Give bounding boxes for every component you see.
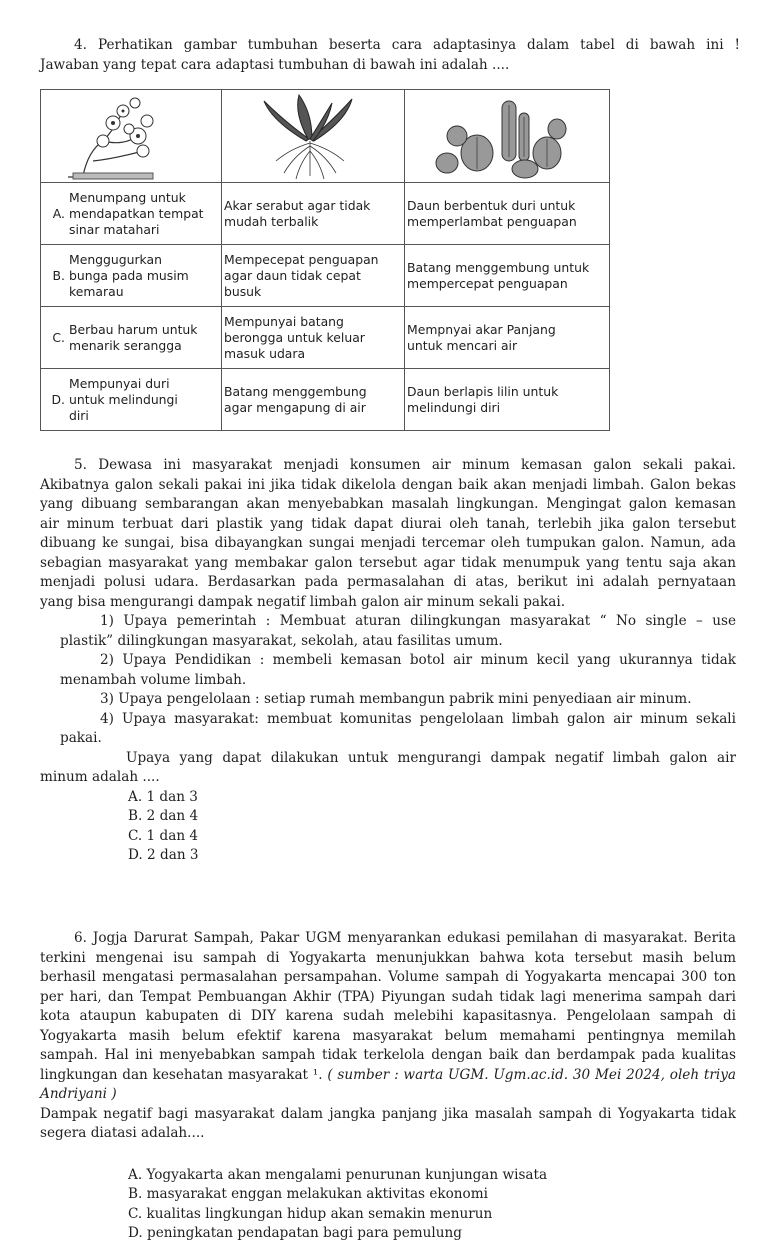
q6-choice-c[interactable]: C. kualitas lingkungan hidup akan semakin menurun <box>128 1205 493 1222</box>
q6-para-line: sampah. Hal ini menyebabkan sampah tidak terkelola dengan baik dan berdampak pada kualitas <box>40 1047 736 1063</box>
q6-block <box>40 929 736 1244</box>
adaptation-orchid: Mempunyai duri untuk melindungi diri <box>67 369 222 431</box>
q5-choice-d[interactable]: D. 2 dan 3 <box>128 847 199 863</box>
q5-statement-4-cont: pakai. <box>60 730 102 746</box>
q5-question: Upaya yang dapat dilakukan untuk mengurangi dampak negatif limbah galon air <box>126 749 736 766</box>
q5-statement-3: 3) Upaya pengelolaan : setiap rumah membangun pabrik mini penyediaan air minum. <box>100 691 692 707</box>
option-row-d[interactable] <box>41 369 610 431</box>
q5-para-line: menjadi polusi udara. Berdasarkan pada permasalahan di atas, berikut ini adalah pernyataan <box>40 574 736 590</box>
q6-para-line: per hari, dan Tempat Pembuangan Akhir (TPA) Piyungan sudah tidak lagi menerima sampah dari <box>40 988 736 1005</box>
orchid-illustration <box>43 91 213 181</box>
adaptation-cactus: Batang menggembung untuk mempercepat penguapan <box>405 245 610 307</box>
q5-choice-a[interactable]: A. 1 dan 3 <box>128 788 198 805</box>
q5-para-line: dibuang ke sungai, bisa dibayangkan sungai menjadi tercemar oleh tumpukan galon. Namun, ada <box>40 535 736 551</box>
cactus-illustration <box>407 91 603 181</box>
q6-choice-d[interactable]: D. peningkatan pendapatan bagi para pemulung <box>128 1225 462 1241</box>
q4-header <box>40 35 740 74</box>
q4-title: 4. Perhatikan gambar tumbuhan beserta cara adaptasinya dalam tabel di bawah ini ! <box>74 37 740 53</box>
q5-para-line: sebagian masyarakat yang membakar galon tersebut agar tidak menumpuk yang tentu saja akan <box>40 554 736 571</box>
q5-choice-c[interactable]: C. 1 dan 4 <box>128 827 199 844</box>
adaptation-cactus: Daun berlapis lilin untuk melindungi diri <box>405 369 610 431</box>
q5-para-line: yang bisa mengurangi dampak negatif limbah galon air minum sekali pakai. <box>40 593 566 610</box>
orchid-image-cell <box>41 90 222 183</box>
q6-question: Dampak negatif bagi masyarakat dalam jangka panjang jika masalah sampah di Yogyakarta tidak <box>40 1105 736 1122</box>
option-label: B. <box>41 245 68 307</box>
q5-block <box>40 456 736 866</box>
q6-para-line: berhasil mengatasi permasalahan persampahan. Volume sampah di Yogyakarta mencapai 300 ton <box>40 969 736 985</box>
option-row-c[interactable] <box>41 307 610 369</box>
root-plant-image-cell <box>222 90 405 183</box>
q5-statement-1: 1) Upaya pemerintah : Membuat aturan dilingkungan masyarakat “ No single – use <box>100 613 736 629</box>
q5-statement-2-cont: menambah volume limbah. <box>60 671 247 688</box>
adaptation-orchid: Berbau harum untuk menarik serangga <box>67 307 222 369</box>
taproot-plant-illustration <box>224 91 394 181</box>
q6-source-cont: Andriyani ) <box>40 1086 117 1102</box>
q6-para-line: terkini mengenai isu sampah di Yogyakarta menunjukkan bahwa kota tersebut masih belum <box>40 949 736 966</box>
q6-question-cont: segera diatasi adalah.... <box>40 1125 205 1141</box>
option-label: D. <box>41 369 68 431</box>
cactus-image-cell <box>405 90 610 183</box>
q6-choice-b[interactable]: B. masyarakat enggan melakukan aktivitas ekonomi <box>128 1186 488 1202</box>
q6-choice-a[interactable]: A. Yogyakarta akan mengalami penurunan kunjungan wisata <box>128 1166 548 1183</box>
q5-para-line: Akibatnya galon sekali pakai ini jika tidak dikelola dengan baik akan menjadi limbah. Galon bekas <box>40 476 736 493</box>
adaptation-orchid: Menggugurkan bunga pada musim kemarau <box>67 245 222 307</box>
option-row-b[interactable] <box>41 245 610 307</box>
q5-para-line: yang dibuang sembarangan akan menyebabkan masalah lingkungan. Mengingat galon kemasan <box>40 496 736 512</box>
q6-para-line: Yogyakarta masih belum efektif karena masyarakat belum memahami pentingnya memilah <box>40 1027 736 1044</box>
q6-para-line: kota ataupun kabupaten di DIY karena sudah melebihi kapasitasnya. Pengelolaan sampah di <box>40 1008 736 1024</box>
q5-para-line: 5. Dewasa ini masyarakat menjadi konsumen air minum kemasan galon sekali pakai. <box>74 457 736 473</box>
q5-choice-b[interactable]: B. 2 dan 4 <box>128 808 199 824</box>
q6-para-line <box>40 1066 736 1086</box>
q5-statement-4: 4) Upaya masyarakat: membuat komunitas pengelolaan limbah galon air minum sekali <box>100 710 736 727</box>
option-row-a[interactable] <box>41 183 610 245</box>
adaptation-cactus: Mempnyai akar Panjang untuk mencari air <box>405 307 610 369</box>
adaptation-root-plant: Mempecepat penguapan agar daun tidak cepat busuk <box>222 245 405 307</box>
q4-options-table <box>40 89 610 431</box>
q6-source: ( sumber : warta UGM. Ugm.ac.id. 30 Mei 2024, oleh triya <box>327 1066 736 1083</box>
adaptation-orchid: Menumpang untuk mendapatkan tempat sinar matahari <box>67 183 222 245</box>
option-label: C. <box>41 307 68 369</box>
option-label: A. <box>41 183 68 245</box>
q6-para-last: lingkungan dan kesehatan masyarakat ¹. <box>40 1066 323 1083</box>
adaptation-root-plant: Akar serabut agar tidak mudah terbalik <box>222 183 405 245</box>
q5-question-cont: minum adalah .... <box>40 769 160 785</box>
q4-instruction: Jawaban yang tepat cara adaptasi tumbuhan di bawah ini adalah .... <box>40 56 510 73</box>
adaptation-root-plant: Mempunyai batang berongga untuk keluar masuk udara <box>222 307 405 369</box>
q5-para-line: air minum terbuat dari plastik yang tidak dapat diurai oleh tanah, terlebih jika galon tersebut <box>40 515 736 532</box>
adaptation-root-plant: Batang menggembung agar mengapung di air <box>222 369 405 431</box>
q5-statement-2: 2) Upaya Pendidikan : membeli kemasan botol air minum kecil yang ukurannya tidak <box>100 652 736 668</box>
adaptation-cactus: Daun berbentuk duri untuk memperlambat penguapan <box>405 183 610 245</box>
q6-para-line: 6. Jogja Darurat Sampah, Pakar UGM menyarankan edukasi pemilahan di masyarakat. Berita <box>74 930 736 946</box>
q5-statement-1-cont: plastik” dilingkungan masyarakat, sekolah, atau fasilitas umum. <box>60 632 503 649</box>
